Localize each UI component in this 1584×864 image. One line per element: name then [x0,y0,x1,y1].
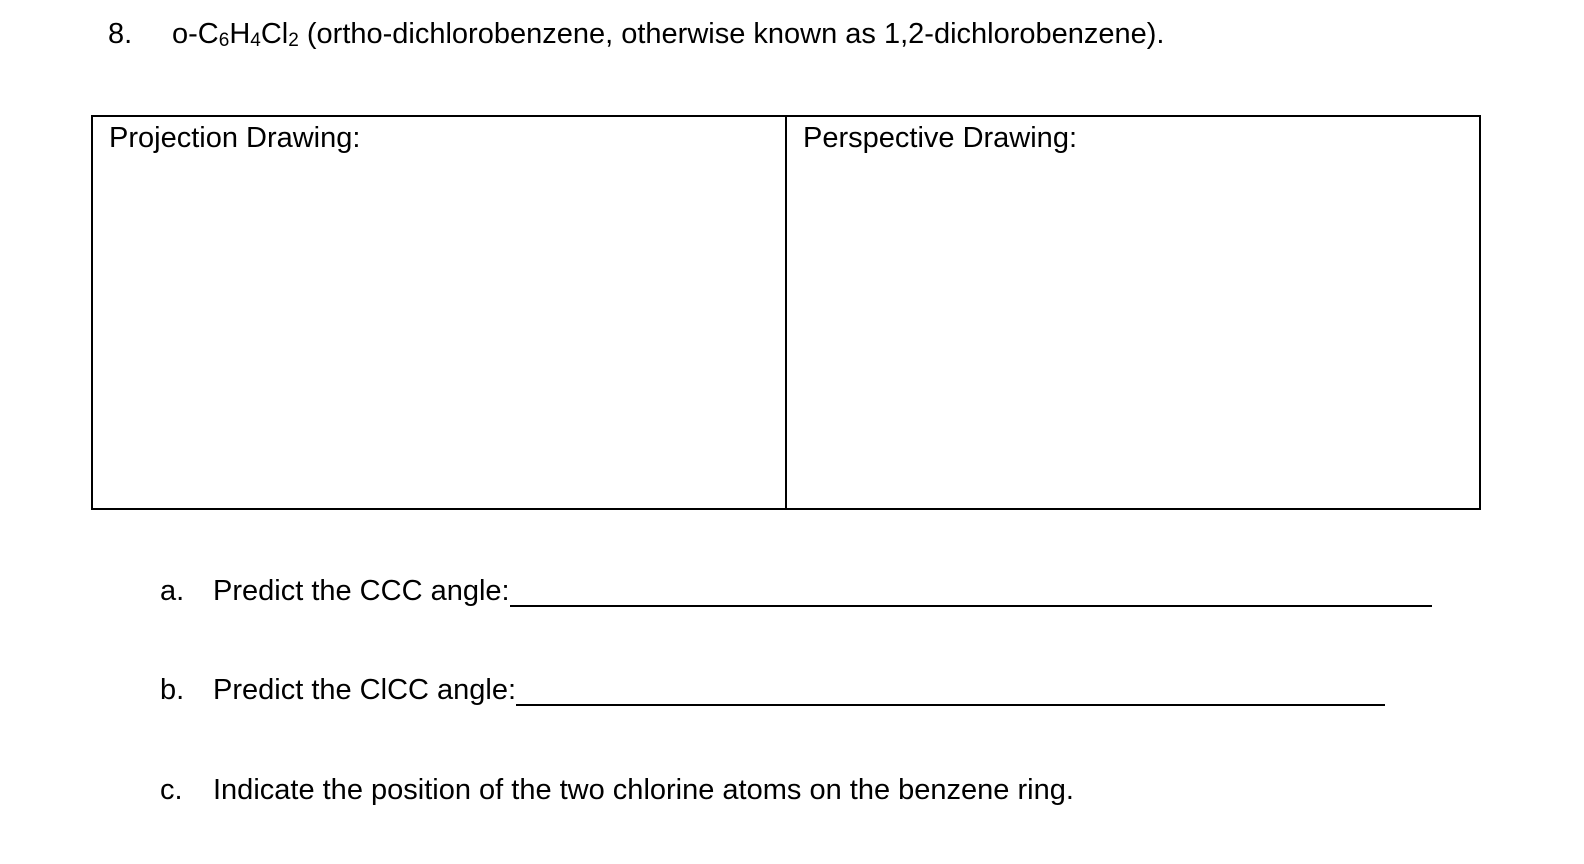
perspective-drawing-label: Perspective Drawing: [803,122,1077,154]
projection-drawing-label: Projection Drawing: [109,122,361,154]
question-heading [108,14,1164,54]
question-formula: $o-C_6H_4Cl_2$ [172,18,299,51]
sub-question-c [160,772,1074,808]
question-description: (ortho-dichlorobenzene, otherwise known as 1,2-dichlorobenzene). [298,18,1165,50]
drawing-table [91,115,1481,510]
answer-line-a[interactable] [510,577,1432,607]
projection-drawing-area[interactable] [93,117,787,508]
sub-question-text: Predict the CCC angle: [213,575,510,607]
sub-question-text: Predict the ClCC angle: [213,674,517,706]
sub-question-letter: c. [160,774,183,806]
sub-question-letter: a. [160,575,185,607]
sub-question-letter: b. [160,674,185,706]
question-number: 8. [108,18,133,50]
perspective-drawing-area[interactable] [787,117,1479,508]
sub-question-b [160,672,1385,708]
answer-line-b[interactable] [516,676,1385,706]
sub-question-text: Indicate the position of the two chlorine atoms on the benzene ring. [213,774,1074,806]
sub-question-a [160,573,1432,609]
